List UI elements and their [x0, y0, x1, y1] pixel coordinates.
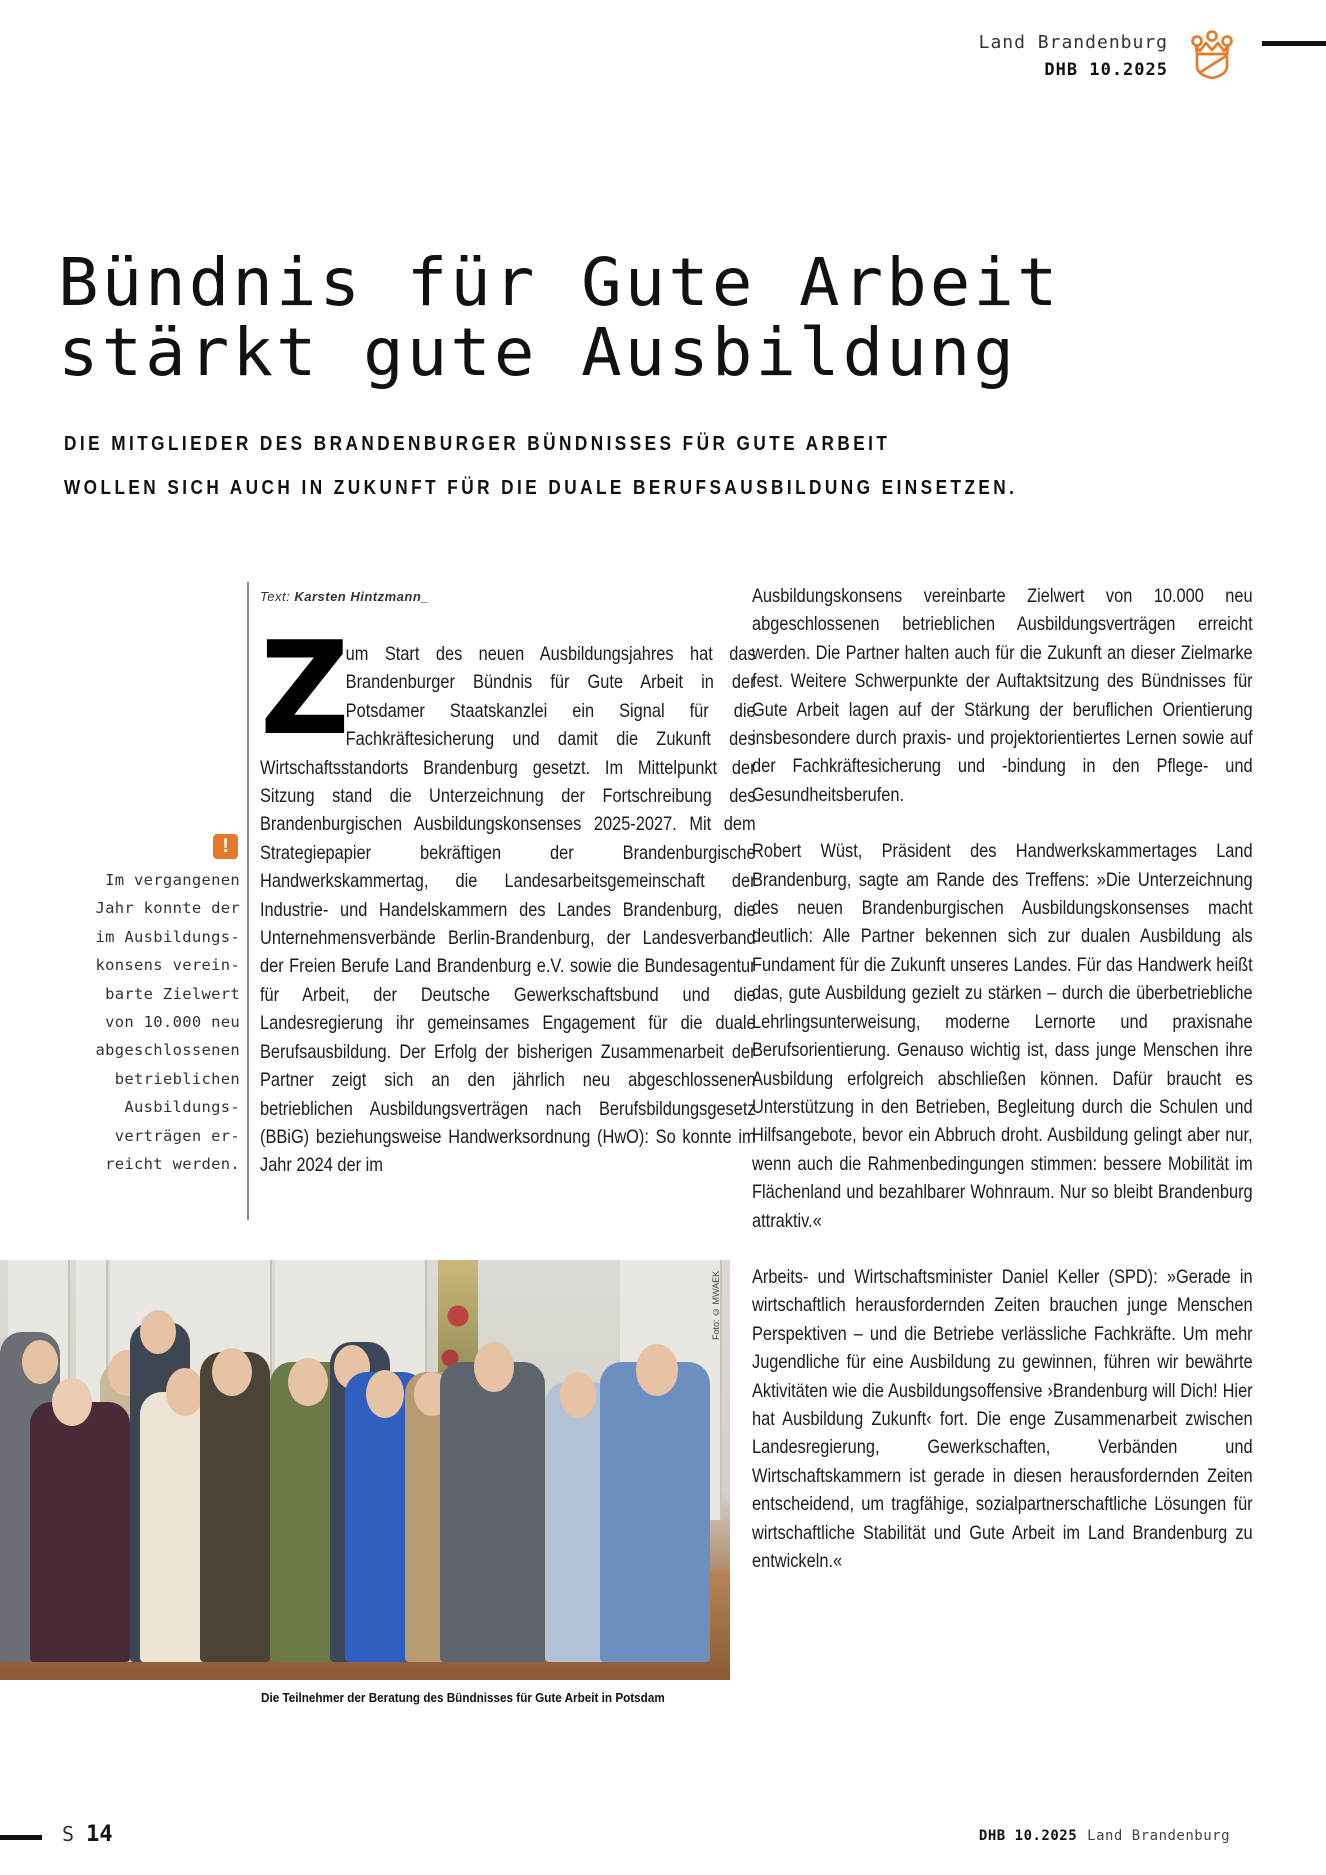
byline [260, 589, 429, 604]
person-head [212, 1348, 252, 1396]
photo-credit: Foto: © MWAEK [711, 1270, 721, 1340]
page-number [62, 1822, 113, 1847]
subheadline-line-1: DIE MITGLIEDER DES BRANDENBURGER BÜNDNISSES FÜR GUTE ARBEIT [64, 433, 891, 455]
sidenote-line: reicht werden. [105, 1155, 240, 1174]
photo-caption: Die Teilnehmer der Beratung des Bündnisses für Gute Arbeit in Potsdam [261, 1690, 665, 1705]
page-number-value: 14 [86, 1822, 113, 1847]
paragraph-quote-wuest: Robert Wüst, Präsident des Handwerkskammertages Land Brandenburg, sagte am Rande des Treffens: »Die Unterzeichnung des neuen Brandenburgischen Ausbildungskonsenses macht deutlich: Alle Partner bekennen sich zur dualen Ausbildung als Fundament für die Zukunft unseres Landes. Für das Handwerk heißt das, gute Ausbildung gezielt zu stärken – durch die überbetriebliche Lehrlingsunterweisung, moderne Lernorte und praxisnahe Berufsorientierung. Genauso wichtig ist, dass junge Menschen ihre Ausbildung erfolgreich abschließen können. Dafür braucht es Unterstützung in den Betrieben, Begleitung durch die Schulen und Hilfsangebote, bevor ein Abbruch droht. Ausbildung gelingt aber nur, wenn auch die Rahmenbedingungen stimmen: bessere Mobilität im Flächenland und bezahlbarer Wohnraum. Nur so bleibt Brandenburg attraktiv.« [752, 840, 1253, 1232]
footer-section: Land Brandenburg [1087, 1828, 1230, 1844]
crown-shield-icon [1190, 30, 1234, 80]
byline-author: Karsten Hintzmann_ [294, 589, 430, 604]
footer-issue: DHB 10.2025 [978, 1828, 1078, 1844]
paragraph-quote-keller: Arbeits- und Wirtschaftsminister Daniel Keller (SPD): »Gerade in wirtschaftlich herausfordernden Zeiten brauchen junge Menschen Perspektiven – und die Betriebe verlässliche Fachkräfte. Um mehr Jugendliche für eine Ausbildung zu gewinnen, führen wir bewährte Aktivitäten wie die Ausbildungsoffensive ›Brandenburg will Dich! Hier hat Ausbildung Zukunft‹ fort. Die enge Zusammenarbeit zwischen Landesregierung, Gewerkschaften, Verbänden und Wirtschaftskammern ist gerade in diesen herausfordernden Zeiten entscheidend, um tragfähige, sozialpartnerschaftliche Lösungen für wirtschaftliche Stabilität und Gute Arbeit im Land Brandenburg zu entwickeln.« [752, 1265, 1253, 1572]
page-prefix: S [62, 1822, 75, 1846]
sidenote-line: konsens verein- [95, 956, 240, 975]
sidenote-line: Jahr konnte der [95, 899, 240, 918]
footer-issue-section [979, 1828, 1230, 1844]
header-rule [1262, 41, 1326, 46]
issue-label: DHB 10.2025 [1044, 60, 1168, 80]
person [30, 1402, 130, 1662]
sidenote-line: betrieblichen [114, 1069, 240, 1088]
person [200, 1352, 270, 1662]
person-head [166, 1368, 204, 1416]
person [600, 1362, 710, 1662]
person-head [636, 1344, 678, 1396]
person-head [140, 1310, 176, 1354]
sidenote-line: im Ausbildungs- [95, 927, 240, 946]
dropcap: Z [260, 615, 350, 764]
paragraph-intro [260, 615, 756, 1180]
byline-prefix: Text: [260, 589, 295, 604]
sidenote-line: barte Zielwert [105, 984, 240, 1003]
headline-line-2: stärkt gute Ausbildung [58, 314, 1017, 391]
headline [58, 244, 1061, 391]
subheadline-line-2: WOLLEN SICH AUCH IN ZUKUNFT FÜR DIE DUALE BERUFSAUSBILDUNG EINSETZEN. [64, 477, 1018, 499]
sidenote-line: verträgen er- [114, 1126, 240, 1145]
footer-rule [0, 1835, 42, 1840]
person-head [22, 1340, 58, 1384]
article-column-middle [260, 615, 756, 1208]
person-head [52, 1378, 92, 1426]
sidenote-line: von 10.000 neu [105, 1013, 240, 1032]
person-head [560, 1372, 596, 1418]
column-divider [247, 582, 249, 1220]
person-head [474, 1342, 514, 1392]
sidenote [70, 866, 240, 1178]
sidenote-line: Ausbildungs- [124, 1098, 240, 1117]
subheadline [64, 422, 1017, 510]
headline-line-1: Bündnis für Gute Arbeit [58, 244, 1061, 321]
sidenote-line: abgeschlossenen [95, 1041, 240, 1060]
exclamation-icon: ! [213, 834, 238, 859]
group-photo [0, 1260, 730, 1680]
article-column-right [752, 582, 1253, 1603]
paragraph-intro-text: um Start des neuen Ausbildungsjahres hat das Brandenburger Bündnis für Gute Arbeit in der Potsdamer Staatskanzlei ein Signal für die Fachkräftesicherung und damit die Zukunft des Wirtschaftsstandorts Brandenburg gesetzt. Im Mittelpunkt der Sitzung stand die Unterzeichnung der Fortschreibung des Brandenburgischen Ausbildungskonsenses 2025-2027. Mit dem Strategiepapier bekräftigen der Brandenburgische Handwerkskammertag, die Landesarbeitsgemeinschaft der Industrie- und Handelskammern des Landes Brandenburg, die Unternehmensverbände Berlin-Brandenburg, der Landesverband der Freien Berufe Land Brandenburg e.V. sowie die Bundesagentur für Arbeit, der Deutsche Gewerkschaftsbund und die Landesregierung ihr gemeinsames Engagement für die duale Berufsausbildung. Der Erfolg der bisherigen Zusammenarbeit der Partner zeigt sich an den jährlich neu abgeschlossenen betrieblichen Ausbildungsverträgen nach Berufsbildungsgesetz (BBiG) beziehungsweise Handwerksordnung (HwO): So konnte im Jahr 2024 der im [260, 643, 756, 1177]
person [440, 1362, 545, 1662]
person-head [288, 1358, 328, 1406]
section-label: Land Brandenburg [978, 32, 1168, 53]
person-head [366, 1370, 404, 1418]
paragraph-continued: Ausbildungskonsens vereinbarte Zielwert von 10.000 neu abgeschlossenen betrieblichen Ausbildungsverträgen erreicht werden. Die Partner halten auch für die Zukunft an dieser Zielmarke fest. Weitere Schwerpunkte der Auftaktsitzung des Bündnisses für Gute Arbeit lagen auf der Stärkung der beruflichen Orientierung insbesondere durch praxis- und projektorientiertes Lernen sowie auf der Fachkräftesicherung und -bindung in den Pflege- und Gesundheitsberufen. [752, 585, 1253, 806]
sidenote-line: Im vergangenen [105, 871, 240, 889]
